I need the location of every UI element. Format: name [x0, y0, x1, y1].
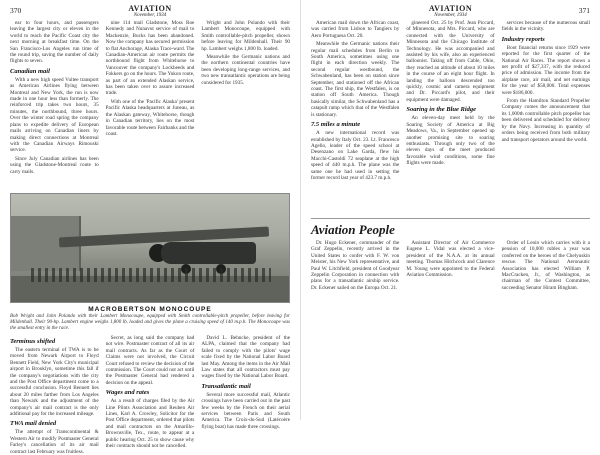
article-text: American mail down the African coast, was carried from Lisbon to Tangiers by Aero Portuguesa Oct. 20.: [311, 20, 400, 39]
section-divider: [311, 218, 590, 219]
article-text: nine 114 mail Gladstone, Moss Roe Kennedy and Nunavut service of mail to Mackenzie, Bucks has been abandoned. Now the company has secured permission to flat Anchorage, Alaska Trace-ward. The Canadian-American air route permits the northbound flight from Whitehorse to Vancouver the company's Lockheeds and Fokkers go on the hours. The Yukon route, as part of an extended Alaskan service, has been taken over to assure increased trade.: [105, 20, 195, 97]
left-bottom-column-3: [201, 335, 291, 430]
article-text: Wright and John Polando with their Lambert Monocoupe, equipped with Smith controllable-pitch propeller, shown before leaving for Mildenhall. Their 90 hp. Lambert weighs 1,800 lb. loaded.: [201, 20, 291, 52]
article-text: services because of the numerous small fields in the vicinity.: [501, 20, 590, 33]
photo-caption-text: Bob Wright and John Polando with their Lambert Monocoupe, equipped with Smith controllable-pitch propeller, before leaving for Mildenhall. Their 90-hp. Lambert engine weighs 1,800 lb. loaded and gives the plane a cruising speed of 140 m.p.h. The Monocoupe was the smallest entry in the race.: [10, 314, 290, 331]
article-text: An eleven-day meet held by the Soaring Society of America at Big Meadows, Va., in September opened up another promising site to soaring enthusiasts. Through only two of the eleven days of the meet produced favorable wind conditions, some fine flights were made.: [406, 115, 495, 167]
announcement-text: Dr. Hugo Eckener, commander of the Graf Zeppelin, recently arrived in the United States to confer with F. W. von Meister, his New York representative, and Paul W. Litchfield, president of Goodyear Zeppelin Corporation in connection with plans for a transatlantic airship service. Dr. Eckener sailed on the Europa Oct. 21.: [311, 240, 400, 291]
announcement-column-3: [502, 240, 590, 420]
aviation-people-heading: Aviation People: [311, 222, 395, 237]
announcement-column-1: [311, 240, 399, 420]
right-column-2: [406, 20, 494, 216]
article-text: Meanwhile the Germanic nations their regular mail schedules from Berlin to South America, sometimes using one flight in each direction weekly. The second regular westbound, the Schwabenland, has been on station since September, and stationed off the African coast. The first ship, the Westfalen, is on station off South America. Though basically similar, the Schwabenland has a catapult ramp which that of the Westfalen is stationary.: [311, 41, 400, 118]
right-journal-title: AVIATION: [428, 4, 473, 13]
article-text: The eastern terminal of TWA is to be moved from Newark Airport to Floyd Bennett Field, New York City's municipal airport in Brooklyn, sometime this fall if the company's negotiations with the city and the Post Office department come to a successful conclusion. Floyd Bennett lies about 20 miles farther from Los Angeles than Newark and the adjustment of the company's air mail contract is the only additional pay for the increased mileage.: [10, 347, 99, 418]
right-column-3: [502, 20, 590, 216]
section-heading: Soaring in the Blue Ridge: [406, 106, 477, 114]
article-text: From the Hamilton Standard Propeller Company comes the announcement that its 1,000th controllable pitch propeller has been delivered and scheduled for delivery by the Navy. Increasing in quantity of orders being received from both military and transport operators around the world.: [501, 98, 590, 143]
left-bottom-columns: [10, 335, 291, 455]
article-text: gineered Oct. 25 by Prof. Jean Piccard, of Minnesota, and Mrs. Piccard, who are connected with the University of Minnesota and the Chicago Institute of Technology. He was accompanied and assisted by his wife, also an experienced balloonist. Taking off from Cable, Ohio, they reached an altitude of about 10 miles in the course of an eight hour flight. In landing the balloon descended too quickly, cosmic and camera equipment and Dr. Piccard's pilot, and their equipment were damaged.: [406, 20, 495, 103]
left-bottom-column-2: [105, 335, 195, 450]
article-text: A new international record was established by Italy Oct. 23. Lt. Francesco Agello, leader of the speed school at Desenzano on Lake Garda, flew his Macchi-Castoldi 72 seaplane at the high speed of 440 m.p.h. The plane was the same one he had used in setting the former record last year of 423.7 m.p.h.: [311, 130, 400, 181]
right-issue-date: November, 1934: [434, 13, 467, 18]
article-text: Boot financial returns since 1929 were reported for the first quarter of the National Air Races. The report shows a net profit of $27,337, with the reduced price of admission. The income from the airplane race, air mail, and net earnings for the year of $58,000. Total expenses were $186,000.: [501, 44, 590, 96]
photo-block: [10, 193, 290, 332]
fuselage-shape: [161, 242, 256, 264]
section-heading: Canadian mail: [10, 67, 50, 75]
left-column-2: [106, 20, 195, 190]
article-text: The attempt of Transcontinental & Western Air to modify Postmaster General Farley's cancellation of its air mail contract last February was fruitless.: [10, 429, 99, 455]
left-column-3: [201, 20, 290, 190]
right-column-1: [311, 20, 399, 216]
right-top-columns: [311, 20, 590, 216]
article-text: With one of the 'Pacific Alaska' present Pacific Alaska headquarters at Juneau, as the Alaskan gateway, Whitehorse, though in Canadian territory, lies on the most favorable route between Fairbanks and the coast.: [105, 98, 195, 137]
article-text: As a result of charges filed by the Air Line Pilots Association and Reuben Air Lines, Karl A. Crowley, Solicitor for the Post Office department, ordered that pilots and mail contractors on the Amarillo-Brownsville, Tex., route, to appear at a public hearing Oct. 25 to show cause why their contracts should not be cancelled.: [105, 398, 195, 450]
article-text: Since July Canadian airlines has been using the Gladstone-Montreal route to carry mails.: [10, 155, 99, 175]
section-heading: Terminus shifted: [10, 338, 56, 345]
section-heading: Transatlantic mail: [201, 382, 251, 390]
right-running-head: [311, 4, 590, 20]
left-running-head: [10, 4, 290, 20]
announcement-column-2: [406, 240, 494, 420]
article-text: Meanwhile the Germanic nations and the northern continental countries have been developing long-range services, and two new transatlantic operations are being considered for 1935.: [201, 54, 291, 86]
announcement-columns: [311, 240, 590, 420]
photo-caption-title: MACROBERTSON MONOCOUPE: [88, 306, 212, 313]
section-heading: 7.5 miles a minute: [311, 121, 361, 129]
right-page-number: 371: [578, 6, 590, 15]
announcement-text: Assistant Director of Air Commerce Eugene L. Vidal was elected a vice-president of the N.A.A. at its annual meeting. Thomas Hitchcock and Clarence M. Young were appointed to the Federal Aviation Commission.: [406, 240, 495, 279]
left-column-1: [10, 20, 99, 190]
left-page-number: 370: [10, 6, 22, 15]
article-text: With a new high speed Vultee transport as American Airlines flying between Montreal and New York, the run is now made in one hour less than formerly. The reinforced trip takes two hours, 35 minutes, the northbound, three hours. Over the winter road spring the company plans to expedite delivery of European mails arriving on Canadian liners by making direct connections at Montreal with the Canadian Airways Rimouski service.: [10, 76, 99, 154]
left-issue-date: November, 1934: [133, 13, 167, 18]
article-text: David L. Behncke, president of the ALPA, claimed that the company had failed to comply with the pilots' wage scale fixed by the National Labor Board last May. Among the items in the Air Mail Law states that all contractors must pay wages fixed by the National Labor Board.: [201, 335, 291, 380]
right-page: [300, 0, 600, 420]
left-bottom-column-1: [10, 335, 99, 455]
section-heading: TWA mail denied: [10, 420, 57, 428]
left-journal-title: AVIATION: [128, 4, 172, 13]
left-top-columns: [10, 20, 290, 190]
announcement-text: Order of Lenin which carries with it a pension of 10,000 rubles a year was conferred on the heroes of the Chelyuskin rescue. The National Aeronautic Association has elected William P. MacCracken, Jr., of Washington, as chairman of the Contest Committee, succeeding Senator Hiram Bingham.: [501, 240, 590, 291]
crowd-shape: [31, 268, 271, 282]
article-text: Secret, as long said the company had not wire. Postmaster contract of all its air mail contracts. As far as the Court of Claims were not involved, the Circuit Court refused to review the decision of the commission. The Court could not act until the Postmaster General had rendered a decision on the appeal.: [105, 335, 195, 386]
section-heading: Wages and rates: [105, 389, 150, 397]
article-text: ear to four hours, and passengers leaving the largest city or eleven in the world to reach the Pacific Coast city the next morning at breakfast time. On the San Francisco-Los Angeles run time of the round trip, saving the number of daily flights to seven.: [10, 20, 99, 65]
section-heading: Industry reports: [501, 35, 545, 43]
article-text: Several more successful mail, Atlantic crossings have been carried out in the past few weeks by the French on their aerial services between Paris and South America. The Croix-du-Sud (Latécoère flying boat) has made three crossings.: [201, 391, 291, 430]
monocoupe-photo: [10, 193, 290, 303]
